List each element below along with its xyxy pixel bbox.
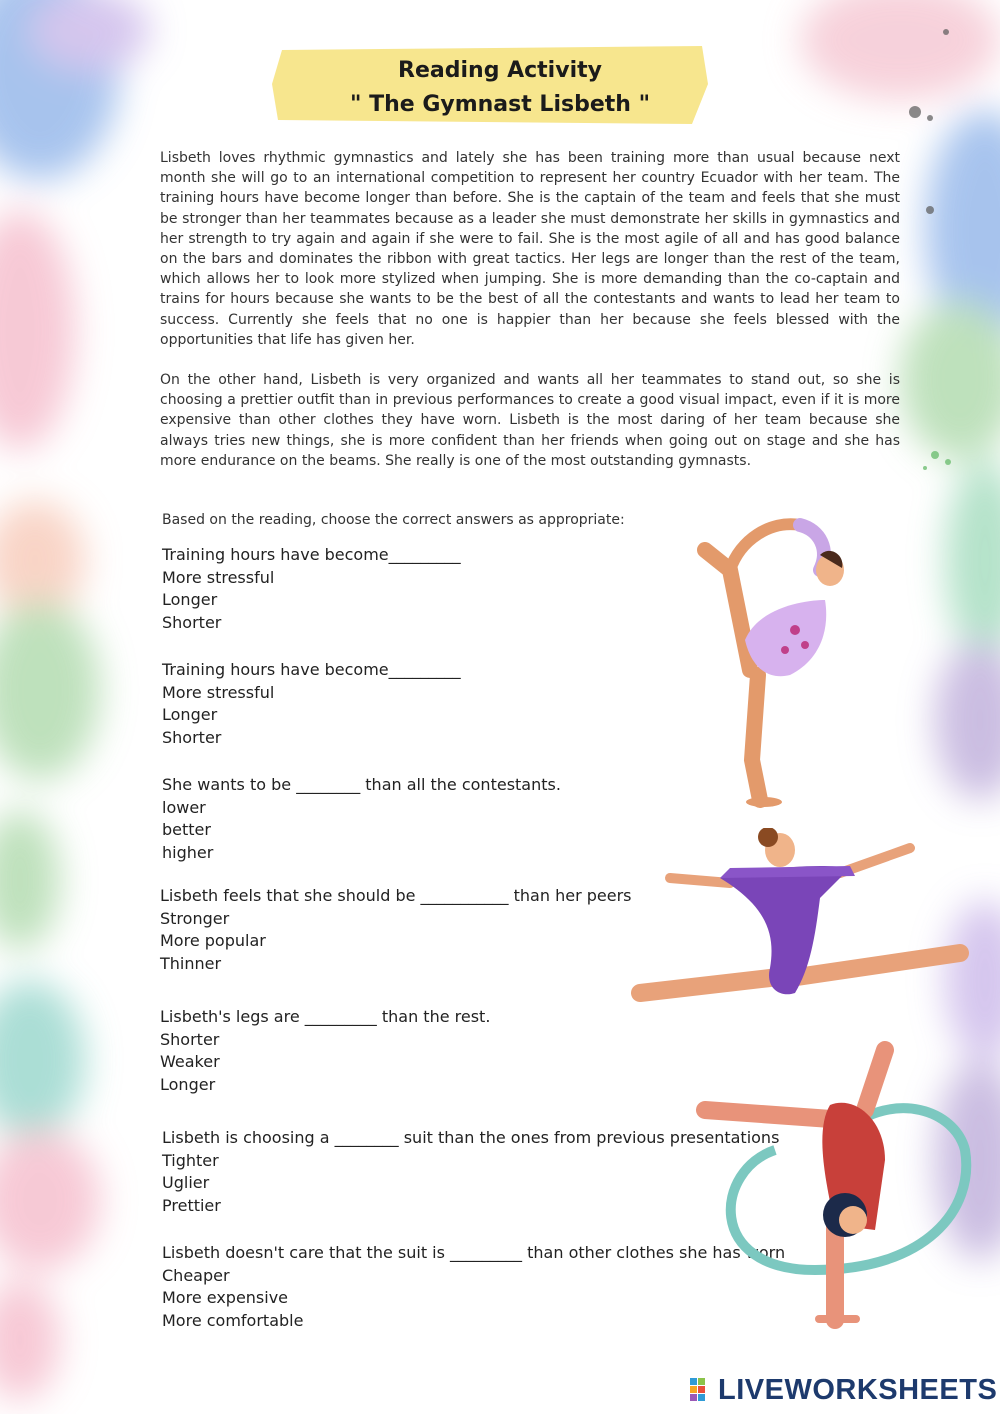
reading-paragraph-1: Lisbeth loves rhythmic gymnastics and lately she has been training more than usual because next month she will go to an international competition to represent her country Ecuador with her team. The training hours have become longer than before. She is the captain of the team and feels that she must be stronger than her teammates because as a leader she must demonstrate her skills in gymnastics and her strength to try again and again if she were to fail. She is the most agile of all and has good balance on the bars and dominates the ribbon with great tactics. Her legs are longer than the rest of the team, which allows her to look more stylized when jumping. She is more demanding than the co-captain and trains for hours because she wants to be the best of all the contestants and wants to lead her team to success. Currently she feels that no one is happier than her because she feels blessed with the opportunities that life has given her.	[160, 150, 900, 348]
answer-option[interactable]: better	[162, 820, 211, 840]
answer-option[interactable]: Prettier	[162, 1195, 221, 1215]
answer-option[interactable]: Shorter	[160, 1029, 220, 1049]
liveworksheets-logo-icon	[690, 1378, 714, 1402]
logo-text: LIVEWORKSHEETS	[718, 1373, 998, 1406]
page-title	[300, 54, 700, 122]
answer-option[interactable]: More comfortable	[162, 1310, 304, 1330]
question-5	[160, 1006, 490, 1096]
question-prompt: Lisbeth doesn't care that the suit is _________ than other clothes she has worn	[162, 1243, 786, 1262]
answer-option[interactable]: More expensive	[162, 1288, 289, 1308]
question-1	[162, 544, 461, 634]
answer-option[interactable]: Tighter	[162, 1150, 219, 1170]
answer-option[interactable]: Longer	[162, 590, 218, 610]
question-4	[160, 885, 631, 975]
gymnast-standing-illustration	[680, 510, 860, 810]
answer-option[interactable]: More stressful	[162, 682, 275, 702]
question-prompt: She wants to be ________ than all the contestants.	[162, 775, 561, 794]
question-2	[162, 659, 461, 749]
question-prompt: Lisbeth's legs are _________ than the rest.	[160, 1007, 491, 1026]
answer-option[interactable]: Longer	[160, 1074, 216, 1094]
instructions: Based on the reading, choose the correct answers as appropriate:	[162, 512, 625, 528]
answer-option[interactable]: higher	[162, 842, 214, 862]
title-line-2: " The Gymnast Lisbeth "	[349, 92, 651, 117]
answer-option[interactable]: Stronger	[160, 908, 230, 928]
answer-option[interactable]: lower	[162, 797, 206, 817]
liveworksheets-logo[interactable]	[690, 1372, 997, 1408]
answer-option[interactable]: More popular	[160, 931, 266, 951]
answer-option[interactable]: Shorter	[162, 612, 222, 632]
question-3	[162, 774, 561, 864]
title-line-1: Reading Activity	[398, 58, 602, 83]
answer-option[interactable]: Shorter	[162, 727, 222, 747]
question-prompt: Lisbeth is choosing a ________ suit than the ones from previous presentations	[162, 1128, 780, 1147]
answer-option[interactable]: Longer	[162, 705, 218, 725]
gymnast-split-leap-illustration	[620, 828, 975, 1008]
question-prompt: Training hours have become_________	[162, 545, 461, 564]
answer-option[interactable]: Uglier	[162, 1173, 210, 1193]
gymnast-handstand-ribbon-illustration	[645, 1030, 990, 1330]
reading-paragraph-2: On the other hand, Lisbeth is very organized and wants all her teammates to stand out, so she is choosing a prettier outfit than in previous performances to create a good visual impact, even if it is more expensive than other clothes they have worn. Lisbeth is the most daring of her team because she always tries new things, she is more confident than her friends when going out on stage and she has more endurance on the beams. She really is one of the most outstanding gymnasts.	[160, 372, 900, 469]
answer-option[interactable]: Weaker	[160, 1052, 220, 1072]
answer-option[interactable]: More stressful	[162, 567, 275, 587]
question-prompt: Training hours have become_________	[162, 660, 461, 679]
question-prompt: Lisbeth feels that she should be ___________ than her peers	[160, 886, 632, 905]
answer-option[interactable]: Cheaper	[162, 1265, 230, 1285]
answer-option[interactable]: Thinner	[160, 953, 222, 973]
